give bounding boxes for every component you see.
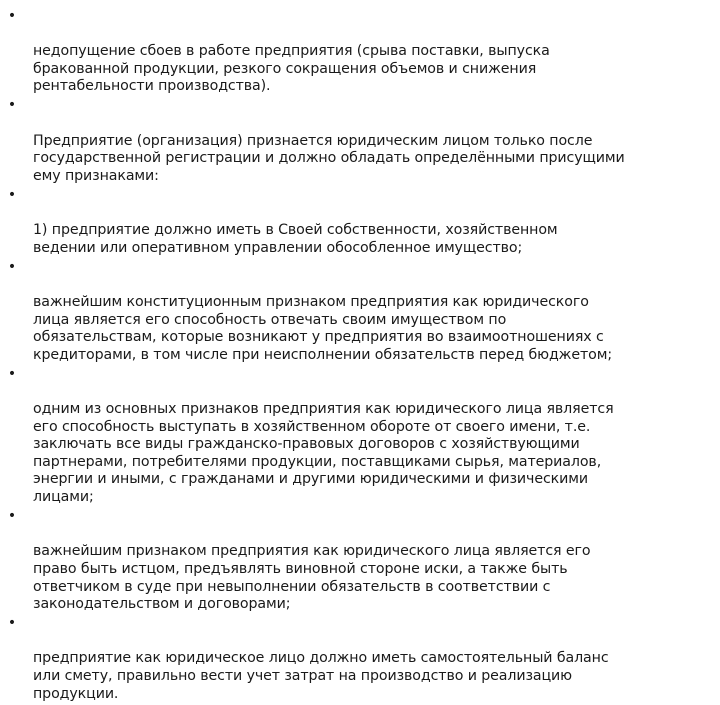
bullet-dot-icon: • <box>7 186 17 203</box>
bullet-dot-icon: • <box>7 97 17 114</box>
bullet-dot-icon: • <box>7 615 17 632</box>
bullet-item <box>0 508 716 614</box>
bullet-dot-icon: • <box>7 8 17 24</box>
bullet-item <box>0 97 716 185</box>
bullet-item <box>0 615 716 703</box>
bullet-dot-icon: • <box>7 508 17 525</box>
bullet-list <box>0 8 716 705</box>
bullet-item <box>0 259 716 365</box>
bullet-dot-icon: • <box>7 258 17 275</box>
bullet-item <box>0 187 716 257</box>
bullet-text: важнейшим признаком предприятия как юридического лица является его право быть истцом, предъявлять виновной стороне иски, а также быть ответчиком в суде при невыполнении обязательств в соответствии с законодательством и договорами; <box>33 543 591 613</box>
bullet-dot-icon: • <box>7 365 17 382</box>
bullet-text: недопущение сбоев в работе предприятия (срыва поставки, выпуска бракованной продукции, резкого сокращения объемов и снижения рентабельности производства). <box>33 43 550 95</box>
bullet-item <box>0 366 716 507</box>
bullet-text: Предприятие (организация) признается юридическим лицом только после государственной регистрации и должно обладать определёнными присущими ему признаками: <box>33 132 625 184</box>
bullet-text: важнейшим конституционным признаком предприятия как юридического лица является его способность отвечать своим имуществом по обязательствам, которые возникают у предприятия во взаимоотношениях с кредиторами, в том числе при неисполнении обязательств перед бюджетом; <box>33 294 613 363</box>
bullet-item <box>0 8 716 96</box>
bullet-text: одним из основных признаков предприятия как юридического лица является его способность выступать в хозяйственном обороте от своего имени, т.е. заключать все виды гражданско-правовых договоров с хозяйствующими партнерами, потребителями продукции, поставщиками сырья, материалов, энергии и иными, с гражданами и другими юридическими и физическими лицами; <box>33 401 614 506</box>
bullet-text: 1) предприятие должно иметь в Своей собственности, хозяйственном ведении или оперативном управлении обособленное имущество; <box>33 222 558 256</box>
bullet-text: предприятие как юридическое лицо должно иметь самостоятельный баланс или смету, правильно вести учет затрат на производство и реализацию продукции. <box>33 650 609 702</box>
